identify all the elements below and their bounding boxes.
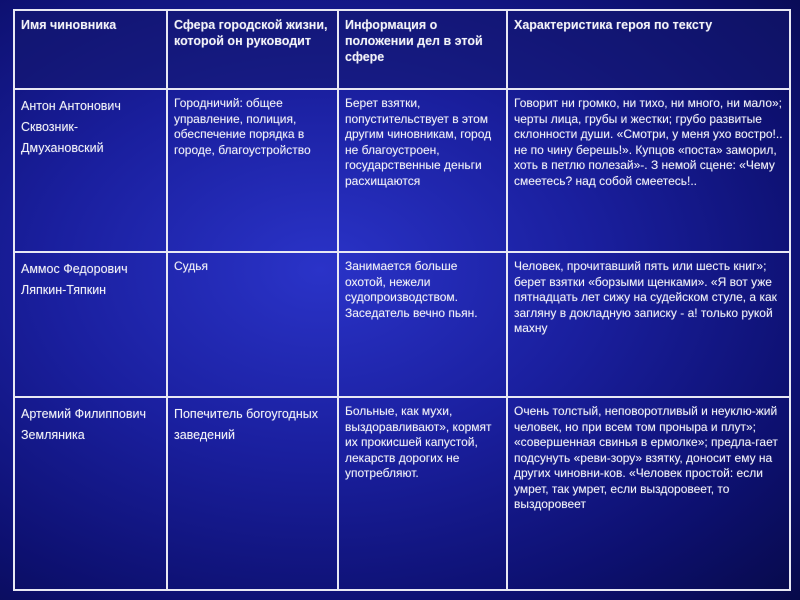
cell-sphere: Судья [167, 252, 338, 397]
cell-info: Занимается больше охотой, нежели судопроизводством. Заседатель вечно пьян. [338, 252, 507, 397]
cell-characteristic: Очень толстый, неповоротливый и неуклю-жий человек, но при всем том проныра и плут»; «совершенная свинья в ермолке»; предла-гает подсунуть «реви-зору» взятку, доносит ему на других чиновни-ков. «Человек простой: если умрет, так умрет, если выздоровеет, то выздоровеет [507, 397, 790, 590]
table-header-row [14, 10, 790, 89]
cell-sphere: Попечитель богоугодных заведений [167, 397, 338, 590]
cell-official-name: Антон Антонович Сквозник-Дмухановский [14, 89, 167, 252]
header-official-name: Имя чиновника [14, 10, 167, 89]
header-info: Информация о положении дел в этой сфере [338, 10, 507, 89]
header-characteristic: Характеристика героя по тексту [507, 10, 790, 89]
cell-sphere: Городничий: общее управление, полиция, обеспечение порядка в городе, благоустройство [167, 89, 338, 252]
cell-info: Берет взятки, попустительствует в этом другим чиновникам, город не благоустроен, государственные деньги расхищаются [338, 89, 507, 252]
cell-info: Больные, как мухи, выздоравливают», кормят их прокисшей капустой, лекарств дорогих не употребляют. [338, 397, 507, 590]
table-row [14, 89, 790, 252]
header-sphere: Сфера городской жизни, которой он руководит [167, 10, 338, 89]
table-row [14, 252, 790, 397]
table-row [14, 397, 790, 590]
cell-characteristic: Человек, прочитавший пять или шесть книг»; берет взятки «борзыми щенками». «Я вот уже пятнадцать лет сижу на судейском стуле, а как загляну в докладную записку - а! только рукой махну [507, 252, 790, 397]
cell-official-name: Аммос Федорович Ляпкин-Тяпкин [14, 252, 167, 397]
officials-table [13, 9, 791, 591]
cell-official-name: Артемий Филиппович Земляника [14, 397, 167, 590]
cell-characteristic: Говорит ни громко, ни тихо, ни много, ни мало»; черты лица, грубы и жестки; грубо развитые склонности души. «Смотри, у меня ухо востро!.. не по чину берешь!». Купцов «поста» заморил, хоть в петлю полезай»-. З немой сцене: «Чему смеетесь? над собой смеетесь!.. [507, 89, 790, 252]
